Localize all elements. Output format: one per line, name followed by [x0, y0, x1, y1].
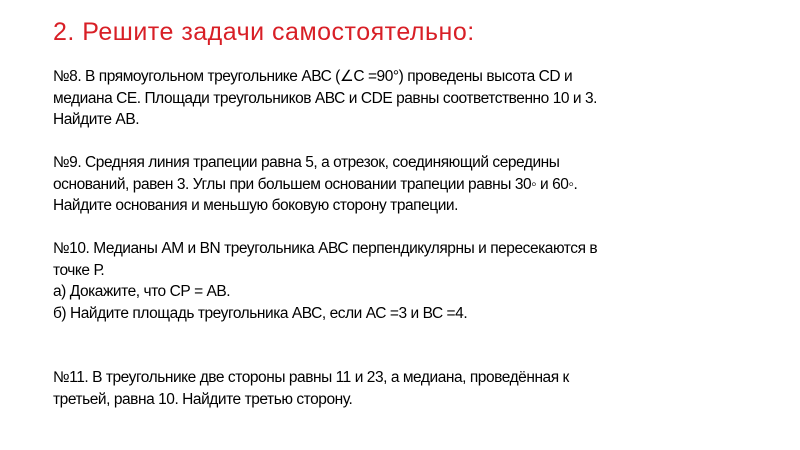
spacer — [53, 324, 753, 367]
problem-8-line: Найдите АВ. — [53, 111, 140, 128]
problems-list — [53, 66, 753, 410]
problem-10 — [53, 238, 753, 324]
problem-11-line: №11. В треугольнике две стороны равны 11 и 23, а медиана, проведённая к — [53, 369, 569, 386]
problem-8-line: №8. В прямоугольном треугольнике АВС (∠С =90°) проведены высота CD и — [53, 68, 573, 85]
problem-10-line: точке Р. — [53, 261, 105, 279]
problem-10-part-a: а) Докажите, что СР = АВ. — [53, 283, 231, 300]
problem-9-line: Найдите основания и меньшую боковую сторону трапеции. — [53, 197, 458, 214]
problem-10-part-b: б) Найдите площадь треугольника АВС, если АС =3 и ВС =4. — [53, 304, 468, 322]
problem-9-line: №9. Средняя линия трапеции равна 5, а отрезок, соединяющий середины — [53, 154, 560, 171]
problem-11 — [53, 367, 753, 410]
spacer — [53, 217, 753, 239]
problem-8-line: медиана СЕ. Площади треугольников АВС и CDE равны соответственно 10 и 3. — [53, 89, 597, 107]
problem-11-line: третьей, равна 10. Найдите третью сторону. — [53, 390, 353, 408]
problem-9-line: оснований, равен 3. Углы при большем основании трапеции равны 30◦ и 60◦. — [53, 175, 578, 193]
slide-title: 2. Решите задачи самостоятельно: — [53, 18, 475, 46]
problem-9 — [53, 152, 753, 217]
problem-10-line: №10. Медианы АМ и BN треугольника АВС перпендикулярны и пересекаются в — [53, 240, 598, 257]
spacer — [53, 131, 753, 153]
problem-8 — [53, 66, 753, 131]
